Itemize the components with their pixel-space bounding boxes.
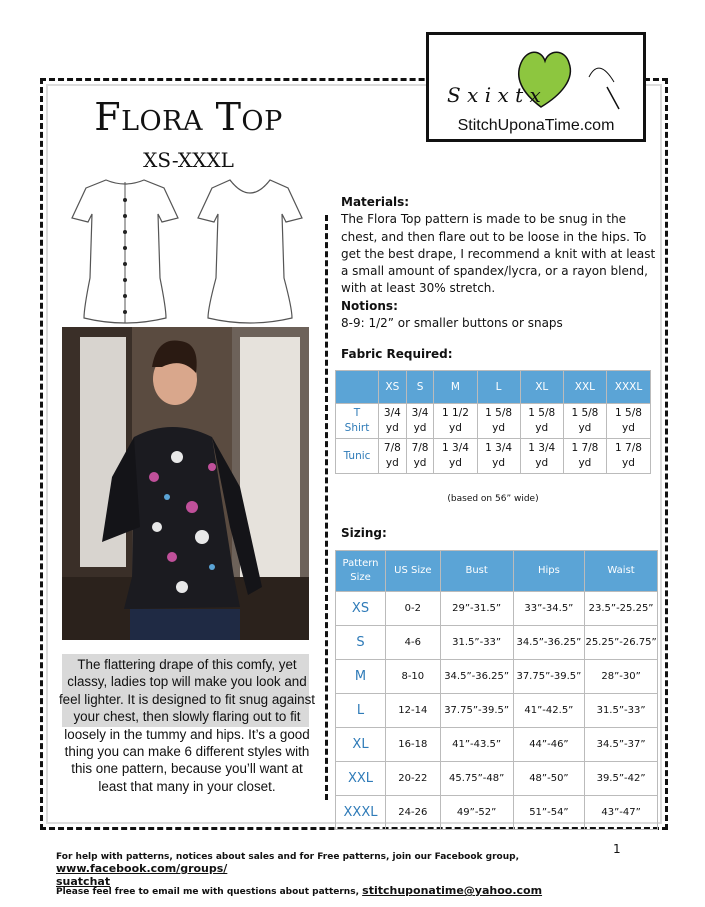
row-label (336, 404, 379, 439)
size-label: XXL (336, 762, 386, 796)
heart-logo-icon (429, 37, 643, 117)
front-view-sketch (194, 178, 306, 328)
footer-line-2 (56, 884, 646, 897)
table-header: XS (379, 371, 407, 404)
cell-amount: 1 3/4 (441, 442, 469, 454)
table-cell: 28”-30” (585, 660, 658, 694)
materials-line: with at least 30% stretch. (341, 281, 496, 296)
table-header: Waist (585, 551, 658, 592)
page-number: 1 (613, 842, 621, 856)
table-cell (520, 404, 563, 439)
materials-section (341, 194, 661, 332)
table-cell: 51”-54” (513, 796, 584, 830)
table-cell: 34.5”-37” (585, 728, 658, 762)
table-cell (477, 404, 520, 439)
facebook-group-link[interactable]: www.facebook.com/groups/ (56, 862, 228, 875)
page-title: Flora Top (94, 95, 283, 139)
cell-unit: yd (535, 457, 549, 469)
size-label: XS (336, 592, 386, 626)
column-divider (325, 215, 328, 800)
table-cell (434, 404, 477, 439)
size-range: XS-XXXL (143, 148, 234, 172)
table-cell: 37.75”-39.5” (440, 694, 513, 728)
table-cell: 25.25”-26.75” (585, 626, 658, 660)
table-cell: 34.5”-36.25” (440, 660, 513, 694)
logo (426, 32, 646, 142)
cell-unit: yd (492, 457, 506, 469)
materials-heading: Materials: (341, 195, 410, 209)
cell-unit: yd (622, 422, 635, 434)
table-row (336, 439, 651, 474)
table-cell (434, 439, 477, 474)
table-header: XXL (563, 371, 606, 404)
table-cell (606, 404, 650, 439)
logo-text: StitchUponaTime.com (457, 117, 615, 134)
table-cell: 41”-42.5” (513, 694, 584, 728)
cell-amount: 1 5/8 (528, 407, 556, 419)
table-cell: 37.75”-39.5” (513, 660, 584, 694)
table-cell: 45.75”-48” (440, 762, 513, 796)
size-label: XXXL (336, 796, 386, 830)
table-cell: 44”-46” (513, 728, 584, 762)
table-cell: 31.5”-33” (585, 694, 658, 728)
table-header-row (336, 551, 658, 592)
cell-amount: 7/8 (411, 442, 429, 454)
table-cell: 49”-52” (440, 796, 513, 830)
cell-unit: yd (448, 422, 462, 434)
back-view-sketch (66, 178, 184, 328)
table-cell: 29”-31.5” (440, 592, 513, 626)
table-cell: 41”-43.5” (440, 728, 513, 762)
materials-line: a small amount of spandex/lycra, or a rayon blend, (341, 264, 648, 279)
footer-text: For help with patterns, notices about sales and for Free patterns, join our Facebook group, (56, 852, 519, 862)
sizing-heading: Sizing: (341, 526, 387, 540)
table-cell: 0-2 (386, 592, 441, 626)
table-cell: 4-6 (386, 626, 441, 660)
table-cell: 48”-50” (513, 762, 584, 796)
table-cell: 33”-34.5” (513, 592, 584, 626)
table-cell: 8-10 (386, 660, 441, 694)
table-header: US Size (386, 551, 441, 592)
email-link[interactable]: stitchuponatime@yahoo.com (362, 884, 543, 897)
table-cell: 31.5”-33” (440, 626, 513, 660)
table-row (336, 660, 658, 694)
cell-unit: yd (492, 422, 506, 434)
notions-heading: Notions: (341, 298, 398, 313)
table-header: S (406, 371, 434, 404)
table-row (336, 694, 658, 728)
materials-line: get the best drape, I recommend a knit with at least (341, 246, 656, 261)
table-cell (379, 404, 407, 439)
materials-line: The Flora Top pattern is made to be snug in the (341, 212, 627, 227)
table-cell (563, 404, 606, 439)
footer-text: Please feel free to email me with questions about patterns, (56, 887, 359, 897)
cell-amount: 7/8 (383, 442, 401, 454)
notions-text: 8-9: 1/2” or smaller buttons or snaps (341, 316, 563, 331)
table-cell: 39.5”-42” (585, 762, 658, 796)
size-label: S (336, 626, 386, 660)
row-label (336, 439, 379, 474)
table-cell: 34.5”-36.25” (513, 626, 584, 660)
size-label: M (336, 660, 386, 694)
table-cell (563, 439, 606, 474)
table-header: Bust (440, 551, 513, 592)
table-row (336, 762, 658, 796)
fabric-table (335, 370, 651, 474)
table-cell (379, 439, 407, 474)
cell-amount: 3/4 (383, 407, 401, 419)
cell-amount: 3/4 (411, 407, 429, 419)
table-header: XXXL (606, 371, 650, 404)
cell-amount: 1 3/4 (528, 442, 556, 454)
cell-amount: 1 7/8 (571, 442, 599, 454)
cell-unit: yd (413, 422, 427, 434)
cell-unit: yd (535, 422, 549, 434)
cell-unit: yd (448, 457, 462, 469)
fabric-note: (based on 56” wide) (447, 494, 539, 504)
table-cell (406, 404, 434, 439)
size-label: XL (336, 728, 386, 762)
pattern-description: The flattering drape of this comfy, yet classy, ladies top will make you look and feel lighter. It is designed to fit snug against your chest, then slowly flaring out to fit loosely in the tummy and hips. It’s a good thing you can make 6 different styles with this one pattern, because you’ll want at least that many in your closet. (58, 657, 316, 794)
cell-amount: 1 3/4 (485, 442, 513, 454)
footer-line-1 (56, 852, 646, 888)
fabric-heading: Fabric Required: (341, 347, 453, 361)
cell-unit: yd (385, 422, 399, 434)
table-row (336, 796, 658, 830)
table-header-row (336, 371, 651, 404)
table-cell: 23.5”-25.25” (585, 592, 658, 626)
table-header (336, 371, 379, 404)
table-row (336, 592, 658, 626)
table-cell (606, 439, 650, 474)
table-row (336, 728, 658, 762)
cell-amount: 1 5/8 (615, 407, 642, 419)
table-cell: 20-22 (386, 762, 441, 796)
cell-unit: yd (578, 457, 592, 469)
table-header: Hips (513, 551, 584, 592)
cell-unit: yd (413, 457, 427, 469)
row-label-line: T (353, 407, 361, 419)
table-cell (406, 439, 434, 474)
table-cell: 16-18 (386, 728, 441, 762)
cell-unit: yd (385, 457, 399, 469)
cell-amount: 1 1/2 (441, 407, 469, 419)
model-photo (62, 327, 309, 640)
table-header: XL (520, 371, 563, 404)
table-header: Pattern Size (336, 551, 386, 592)
table-cell (520, 439, 563, 474)
svg-text:S x i x t x: S x i x t x (447, 83, 541, 107)
sizing-table (335, 550, 658, 830)
row-label-line: Shirt (344, 422, 370, 434)
model-photo-illustration (62, 327, 309, 640)
table-cell: 43”-47” (585, 796, 658, 830)
table-cell: 12-14 (386, 694, 441, 728)
size-label: L (336, 694, 386, 728)
row-label-line: Tunic (343, 449, 371, 462)
table-row (336, 404, 651, 439)
facebook-group-link-continued[interactable]: suatchat (56, 875, 111, 888)
table-cell (477, 439, 520, 474)
cell-amount: 1 5/8 (485, 407, 513, 419)
table-row (336, 626, 658, 660)
cell-unit: yd (622, 457, 635, 469)
cell-amount: 1 5/8 (571, 407, 599, 419)
table-cell: 24-26 (386, 796, 441, 830)
cell-unit: yd (578, 422, 592, 434)
table-header: M (434, 371, 477, 404)
cell-amount: 1 7/8 (615, 442, 642, 454)
materials-line: chest, and then flare out to be loose in the hips. To (341, 229, 647, 244)
table-header: L (477, 371, 520, 404)
